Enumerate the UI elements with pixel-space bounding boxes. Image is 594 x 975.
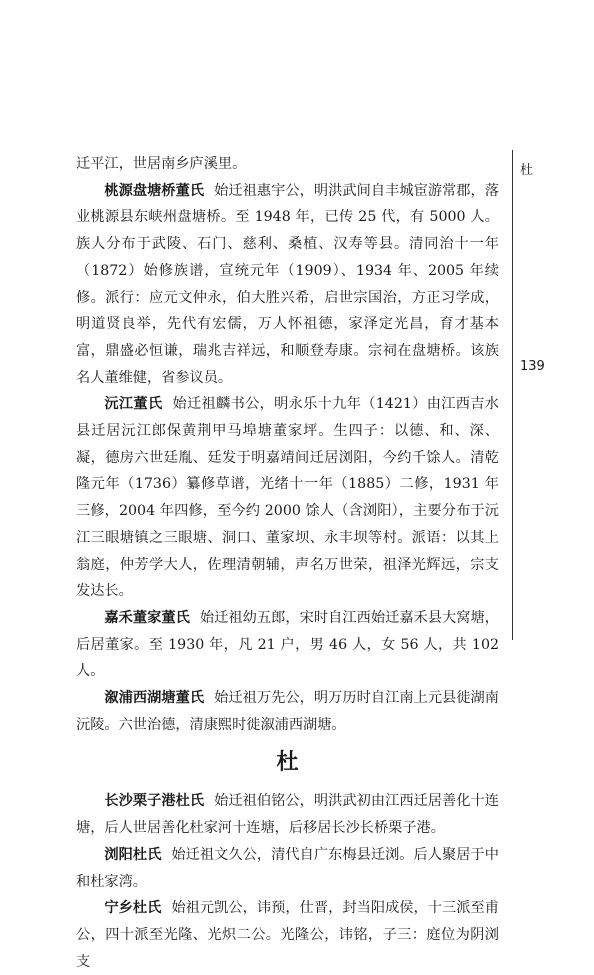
entry-text: 始迁祖伯铭公，明洪武初由江西迁居善化十连塘，后人世居善化杜家河十连塘，后移居长沙长桥栗子港。 xyxy=(76,793,499,837)
entry-title: 桃源盘塘桥董氏 xyxy=(104,182,205,199)
entry-dong-yuanjiang xyxy=(76,391,499,605)
entry-title: 嘉禾董家董氏 xyxy=(104,609,190,626)
entry-dong-xupu xyxy=(76,685,499,738)
main-text xyxy=(76,151,499,975)
entry-title: 溆浦西湖塘董氏 xyxy=(104,690,205,707)
running-head: 杜 xyxy=(520,163,534,178)
intro-line: 迁平江，世居南乡庐溪里。 xyxy=(76,156,247,172)
entry-text: 始迁祖惠宇公，明洪武间自丰城宦游常郡，落业桃源县东峡州盘塘桥。至 1948 年，已传 25 代，有 5000 人。族人分布于武陵、石门、慈利、桑植、汉寿等县。清同治十一年（1872）始修族谱，宣统元年（1909）、1934 年、2005 年续修。派行：应元文仲永，伯大胜兴希，启世宗国治，方正习学成，明道贤良举，先代有宏儒，万人怀祖德，家泽定光昌，育才基本富，鼎盛必恒谦，瑞兆吉祥远，和顺登寿康。宗祠在盘塘桥。该族名人董维健，省参议员。 xyxy=(76,182,499,386)
entry-text: 始迁祖幼五郎，宋时自江西始迁嘉禾县大窝塘，后居董家。至 1930 年，凡 21 户，男 46 人，女 56 人，共 102 人。 xyxy=(76,609,499,680)
section-heading: 杜 xyxy=(276,750,299,776)
entry-text: 始迁祖麟书公，明永乐十九年（1421）由江西吉水县迁居沅江郎保黄荆甲马埠塘董家坪。生四子：以德、和、深、凝，德房六世廷胤、廷发于明嘉靖间迁居浏阳，今约千馀人。清乾隆元年（1736）纂修草谱，光绪十一年（1885）二修，1931 年三修，2004 年四修，至今约 2000 馀人（含浏阳），主要分布于沅江三眼塘镇之三眼塘、洞口、董家坝、永丰坝等村。派语：以其上翁庭，仲芳学大人，佐理清朝辅，声名万世荣，祖泽光辉远，宗支发达长。 xyxy=(76,396,499,600)
entry-text: 始迁祖文久公，清代自广东梅县迁浏。后人聚居于中和杜家湾。 xyxy=(76,846,499,890)
entry-title: 长沙栗子港杜氏 xyxy=(104,793,205,810)
entry-du-liuyang xyxy=(76,842,499,895)
entry-text: 始迁祖万先公，明万历时自江南上元县徙湖南沅陵。六世治德，清康熙时徙溆浦西湖塘。 xyxy=(76,690,499,733)
entry-dong-jiahe xyxy=(76,605,499,685)
entry-title: 沅江董氏 xyxy=(104,396,163,413)
entry-du-ningxiang xyxy=(76,895,499,975)
entry-dong-taoyuan xyxy=(76,178,499,392)
page-number: 139 xyxy=(520,359,545,374)
entry-du-changsha xyxy=(76,788,499,841)
entry-title: 浏阳杜氏 xyxy=(104,846,162,863)
entry-text: 始祖元凯公，讳预，仕晋，封当阳成侯，十三派至甫公，四十派至光隆、光炽二公。光隆公，讳铭，子三：庭位为阴浏支 xyxy=(76,900,499,970)
entry-title: 宁乡杜氏 xyxy=(104,900,162,917)
margin-rule xyxy=(512,150,513,640)
